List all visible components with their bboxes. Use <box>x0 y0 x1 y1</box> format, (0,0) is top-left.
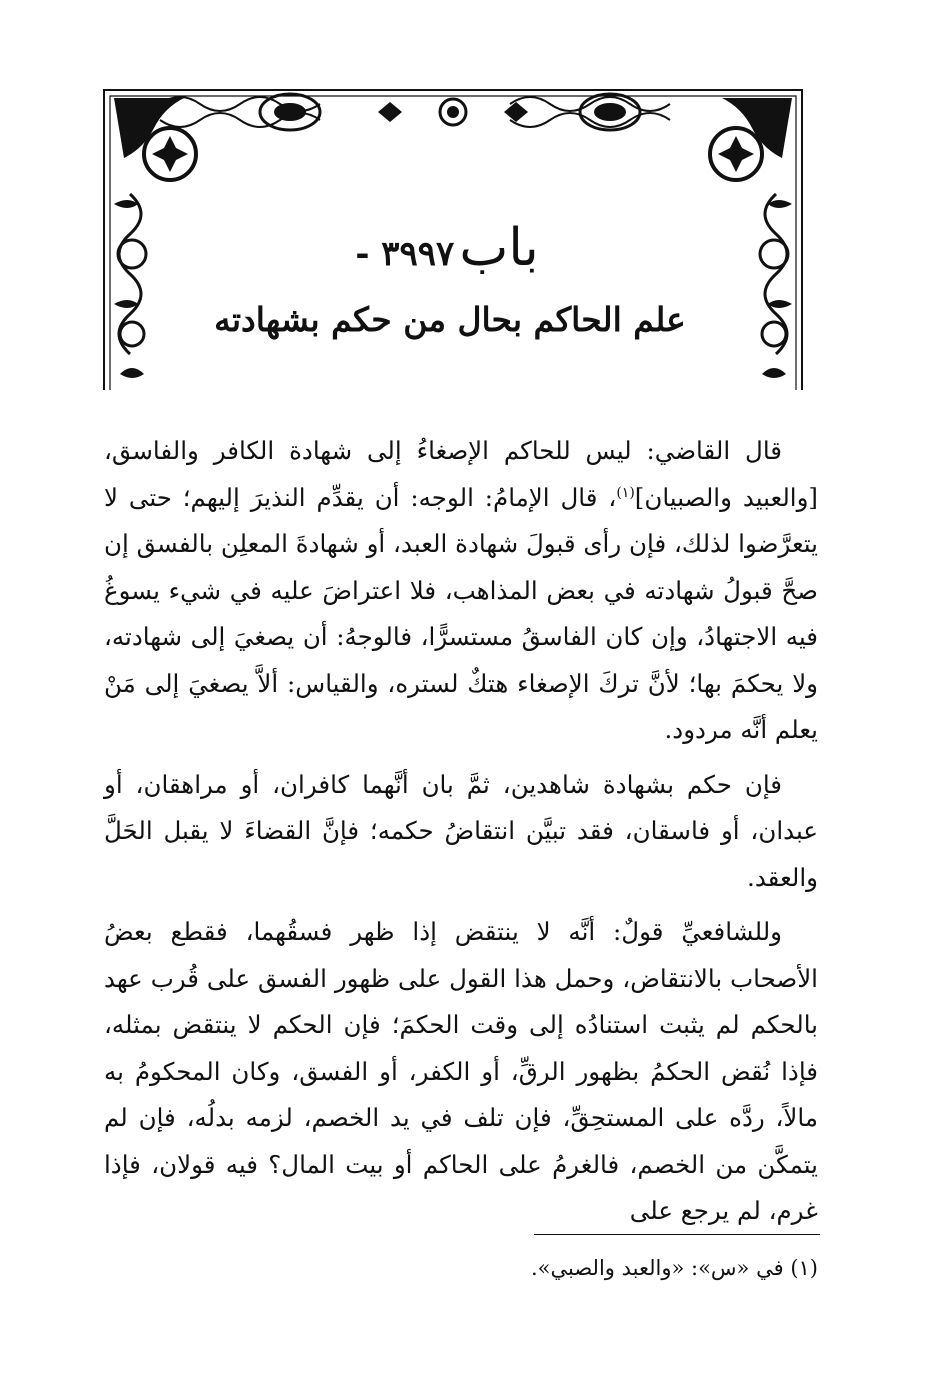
footnote-reference: (١) <box>616 484 635 501</box>
chapter-number: ٣٩٩٧ - <box>355 234 455 274</box>
paragraph-text: ، قال الإمامُ: الوجه: أن يقدِّم النذيرَ إليهم؛ حتى لا يتعرَّضوا لذلك، فإن رأى قبولَ شهادة العبد، أو شهادةَ المعلِن بالفسق إن صحَّ قبولُ شهادته في بعض المذاهب، فلا اعتراضَ عليه في شيء يسوغُ فيه الاجتهادُ، وإن كان الفاسقُ مستسرًّا، فالوجهُ: أن يصغيَ إلى شهادته، ولا يحكمَ بها؛ لأنَّ تركَ الإصغاء هتكٌ لستره، والقياس: ألاَّ يصغيَ إلى مَنْ يعلم أنَّه مردود. <box>104 482 818 744</box>
paragraph: فإن حكم بشهادة شاهدين، ثمَّ بان أنَّهما كافران، أو مراهقان، أو عبدان، أو فاسقان، فقد تبيَّن انتقاضُ حكمه؛ فإنَّ القضاءَ لا يقبل الحَلَّ والعقد. <box>104 769 818 892</box>
footnote-number: (١) <box>790 1256 818 1280</box>
footnote <box>318 1253 818 1283</box>
paragraph: وللشافعيِّ قولٌ: أنَّه لا ينتقض إذا ظهر فسقُهما، فقطع بعضُ الأصحاب بالانتقاض، وحمل هذا القول على ظهور الفسق على قُرب عهد بالحكم لم يثبت استنادُه إلى وقت الحكمَ؛ فإن الحكم لا ينتقض بمثله، فإذا نُقض الحكمُ بظهور الرقِّ، أو الكفر، أو الفسق، وكان المحكومُ به مالاً، ردَّه على المستحِقِّ، فإن تلف في يد الخصم، لزمه بدلُه، فإن لم يتمكَّن من الخصم، فالغرمُ على الحاكم أو بيت المال؟ فيه قولان، فإذا غرم، لم يرجع على <box>104 917 818 1225</box>
paragraph <box>104 428 818 754</box>
footnote-text: في «س»: «والعبد والصبي». <box>530 1256 784 1280</box>
paragraph-text: قال القاضي: ليس للحاكم الإصغاءُ إلى شهادة الكافر والفاسق، [والعبيد والصبيان] <box>104 436 818 512</box>
chapter-title: علم الحاكم بحال من حكم بشهادته <box>214 300 686 339</box>
chapter-word: باب <box>459 218 539 278</box>
chapter-heading <box>150 218 750 278</box>
footnote-separator <box>534 1234 820 1235</box>
body-text <box>104 428 818 1243</box>
